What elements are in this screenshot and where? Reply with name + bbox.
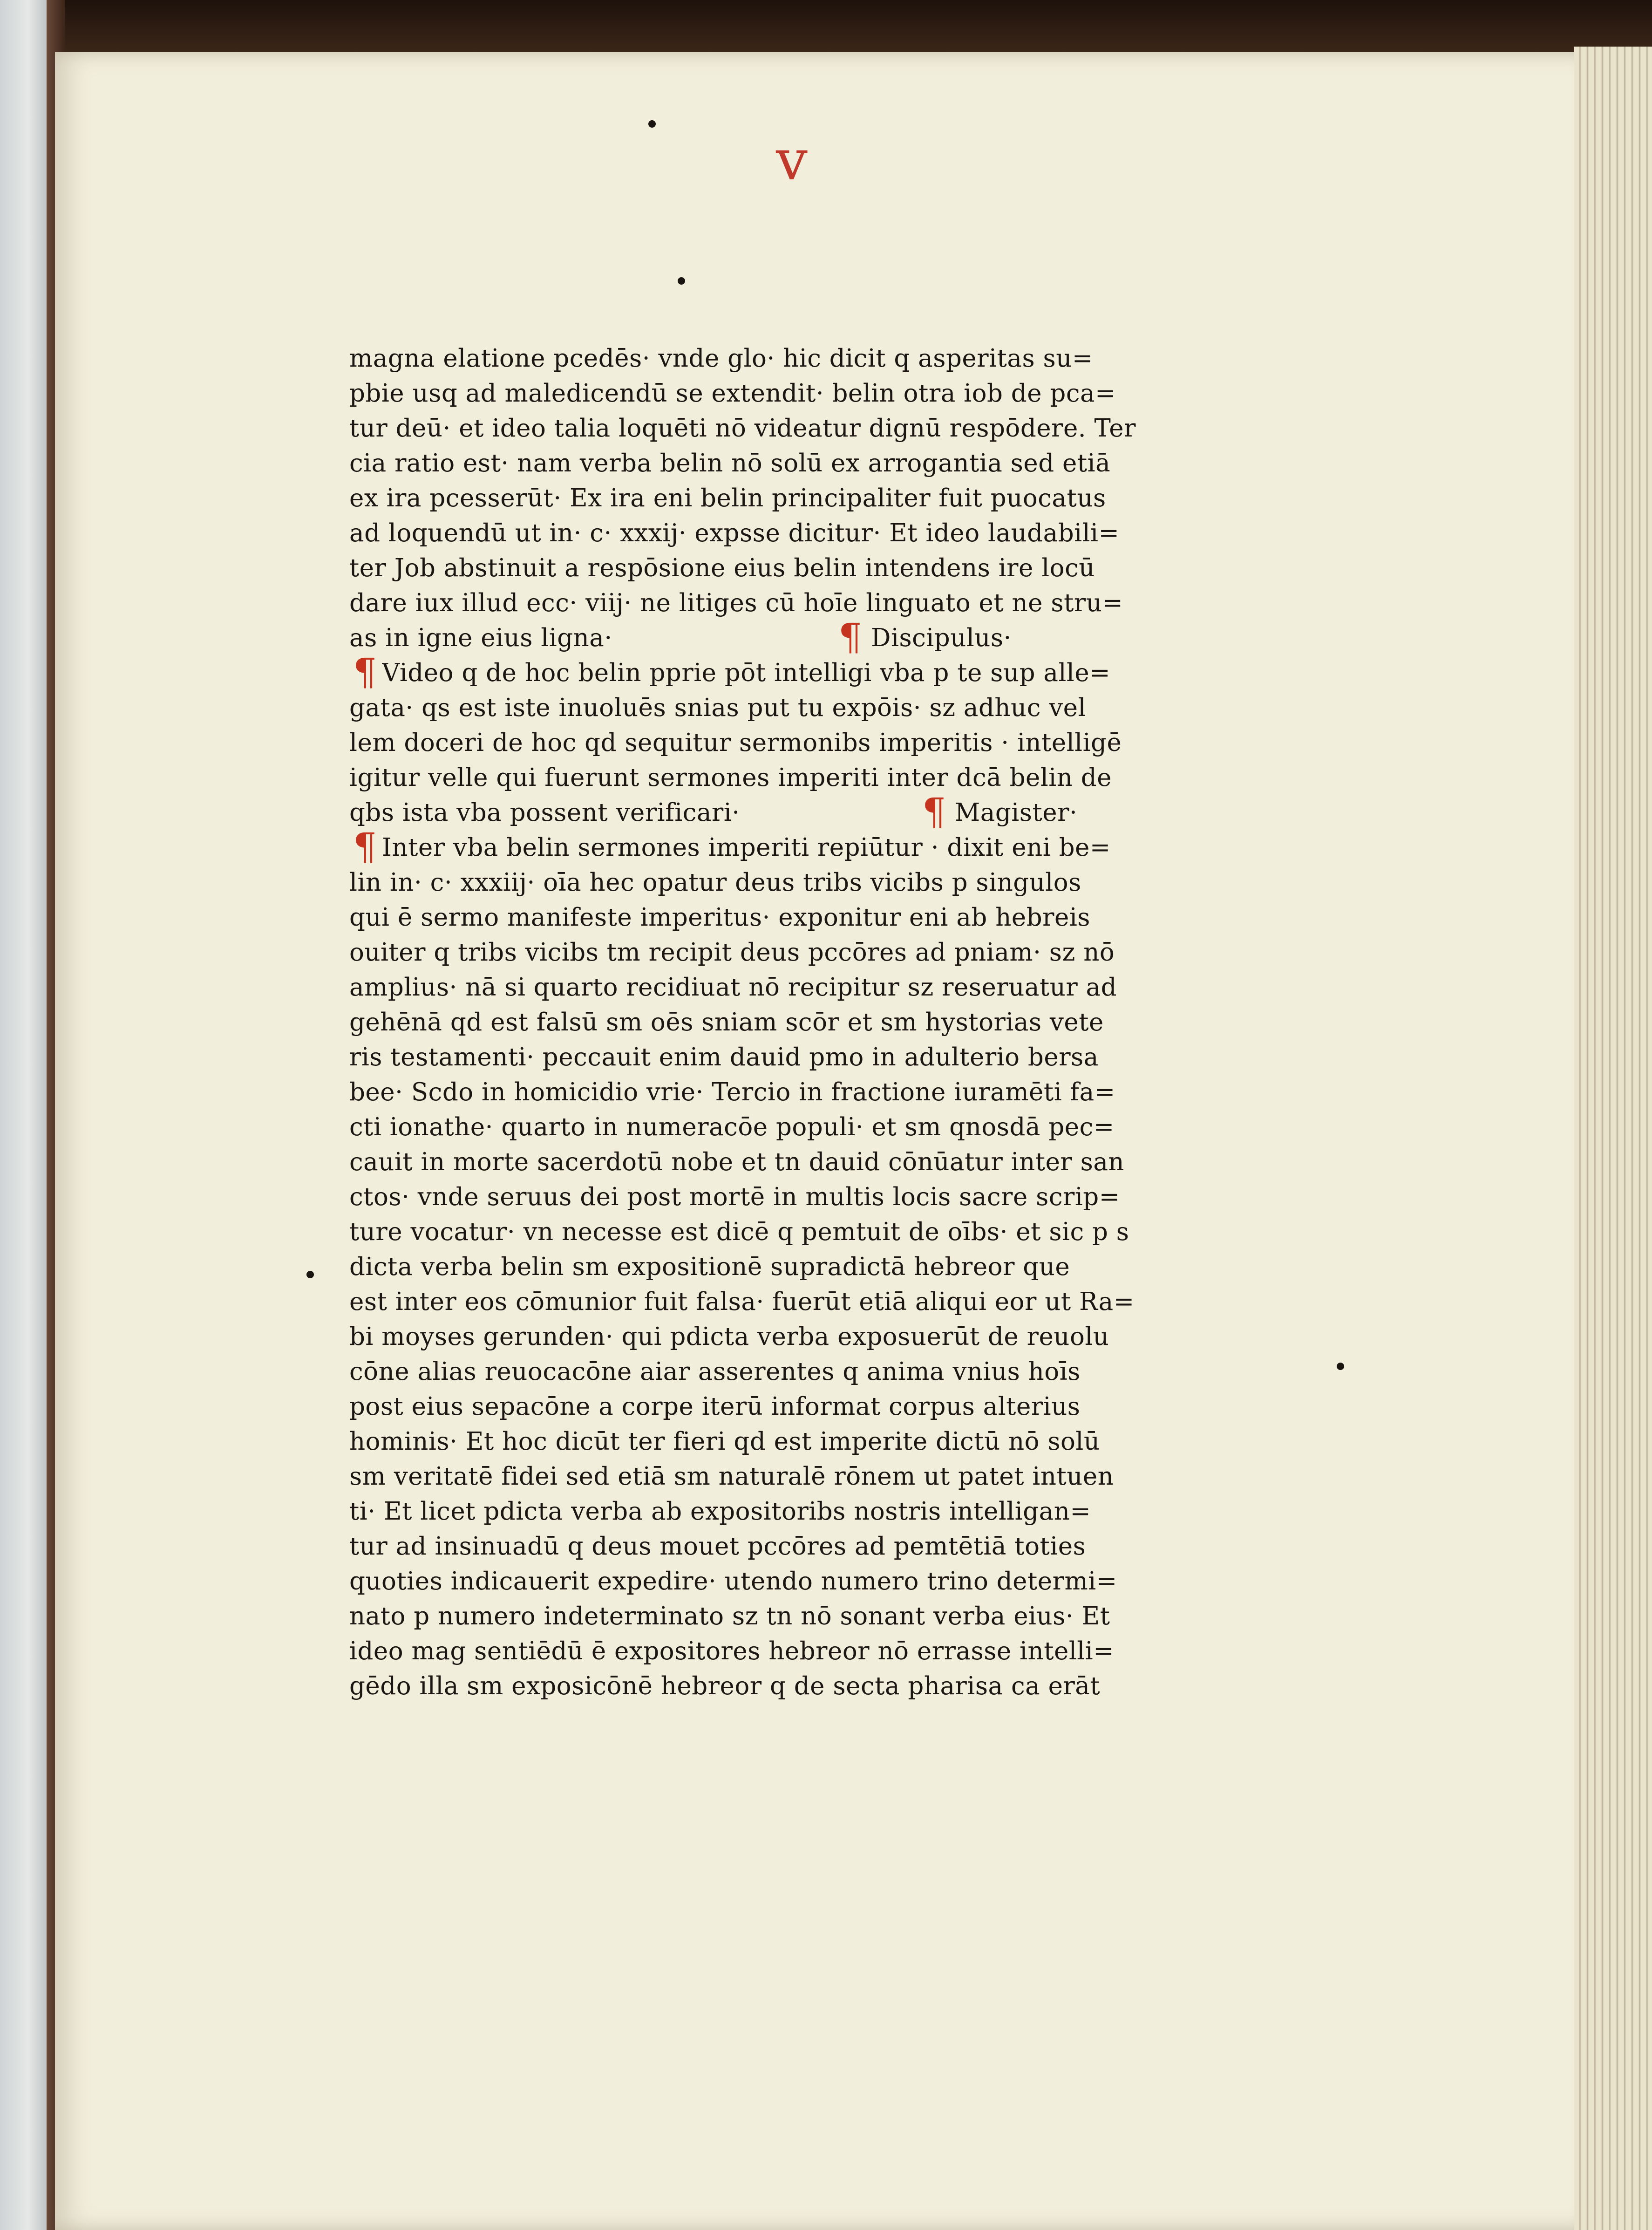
paragraph-mark: ¶ <box>353 650 377 694</box>
text-line: nato p numero indeterminato sz tn nō sonant verba eius· Et <box>349 1602 1110 1630</box>
text-line: amplius· nā si quarto recidiuat nō recipitur sz reseruatur ad <box>349 973 1117 1002</box>
text-line: ouiter q tribs vicibs tm recipit deus pccōres ad pniam· sz nō <box>349 938 1115 967</box>
text-line: post eius sepacōne a corpe iterū informat corpus alterius <box>349 1392 1081 1421</box>
prick-mark <box>678 277 685 285</box>
text-line: ris testamenti· peccauit enim dauid pmo in adulterio bersa <box>349 1043 1099 1071</box>
text-line: lin in· c· xxxiij· oīa hec opatur deus tribs vicibs p singulos <box>349 868 1081 897</box>
text-line: quoties indicauerit expedire· utendo numero trino determi= <box>349 1567 1117 1596</box>
text-line: cauit in morte sacerdotū nobe et tn dauid cōnūatur inter san <box>349 1148 1125 1176</box>
text-line: as in igne eius ligna· <box>349 624 612 652</box>
text-line: igitur velle qui fuerunt sermones imperiti inter dcā belin de <box>349 764 1112 792</box>
prick-mark <box>648 120 656 128</box>
text-line: ad loquendū ut in· c· xxxij· expsse dicitur· Et ideo laudabili= <box>349 519 1120 547</box>
text-line: hominis· Et hoc dicūt ter fieri qd est imperite dictū nō solū <box>349 1427 1100 1456</box>
heading-discipulus: Discipulus· <box>871 624 1012 652</box>
text-line: Video q de hoc belin pprie pōt intelligi vba p te sup alle= <box>382 659 1111 687</box>
text-line: cia ratio est· nam verba belin nō solū ex arrogantia sed etiā <box>349 449 1111 477</box>
text-column <box>349 340 1234 1728</box>
text-line: ture vocatur· vn necesse est dicē q pemtuit de oībs· et sic p s <box>349 1218 1129 1246</box>
binding-top <box>55 0 1652 52</box>
paragraph-mark: ¶ <box>353 825 377 868</box>
text-line: gata· qs est iste inuoluēs snias put tu expōis· sz adhuc vel <box>349 694 1086 722</box>
paragraph-mark: ¶ <box>838 615 862 659</box>
text-line: magna elatione pcedēs· vnde glo· hic dicit q asperitas su= <box>349 344 1093 373</box>
text-line: ex ira pcesserūt· Ex ira eni belin principaliter fuit puocatus <box>349 484 1106 512</box>
text-line: bi moyses gerunden· qui pdicta verba exposuerūt de reuolu <box>349 1323 1109 1351</box>
text-line: bee· Scdo in homicidio vrie· Tercio in fractione iuramēti fa= <box>349 1078 1115 1106</box>
text-line: sm veritatē fidei sed etiā sm naturalē rōnem ut patet intuen <box>349 1462 1114 1491</box>
text-line: ter Job abstinuit a respōsione eius belin intendens ire locū <box>349 554 1095 582</box>
heading-magister: Magister· <box>955 798 1078 827</box>
text-line: cti ionathe· quarto in numeracōe populi· et sm qnosdā pec= <box>349 1113 1115 1141</box>
text-line: est inter eos cōmunior fuit falsa· fuerūt etiā aliqui eor ut Ra= <box>349 1288 1135 1316</box>
text-line: dare iux illud ecc· viij· ne litiges cū hoīe linguato et ne stru= <box>349 589 1123 617</box>
text-line: dicta verba belin sm expositionē supradictā hebreor que <box>349 1253 1070 1281</box>
facing-page-edge <box>0 0 51 2230</box>
text-line: tur ad insinuadū q deus mouet pccōres ad pemtētiā toties <box>349 1532 1086 1561</box>
text-line: pbie usq ad maledicendū se extendit· belin otra iob de pca= <box>349 379 1116 408</box>
text-line: ideo mag sentiēdū ē expositores hebreor nō errasse intelli= <box>349 1637 1115 1665</box>
text-line: tur deū· et ideo talia loquēti nō videatur dignū respōdere. Ter <box>349 414 1136 443</box>
prick-mark <box>306 1271 314 1278</box>
text-line: Inter vba belin sermones imperiti repiūtur · dixit eni be= <box>382 833 1111 862</box>
text-line: cōne alias reuocacōne aiar asserentes q anima vnius hoīs <box>349 1357 1081 1386</box>
text-line: qui ē sermo manifeste imperitus· exponitur eni ab hebreis <box>349 903 1090 932</box>
text-line: gehēnā qd est falsū sm oēs sniam scōr et sm hystorias vete <box>349 1008 1104 1037</box>
text-line: gēdo illa sm exposicōnē hebreor q de secta pharisa ca erāt <box>349 1672 1101 1700</box>
text-line: ctos· vnde seruus dei post mortē in multis locis sacre scrip= <box>349 1183 1120 1211</box>
text-line: lem doceri de hoc qd sequitur sermonibs imperitis · intelligē <box>349 729 1122 757</box>
prick-mark <box>1337 1363 1344 1370</box>
folio-signature: v <box>776 128 808 193</box>
text-line: qbs ista vba possent verificari· <box>349 798 740 827</box>
page-fore-edge <box>1574 47 1652 2230</box>
text-line: ti· Et licet pdicta verba ab expositoribs nostris intelligan= <box>349 1497 1091 1526</box>
paragraph-mark: ¶ <box>922 790 946 833</box>
